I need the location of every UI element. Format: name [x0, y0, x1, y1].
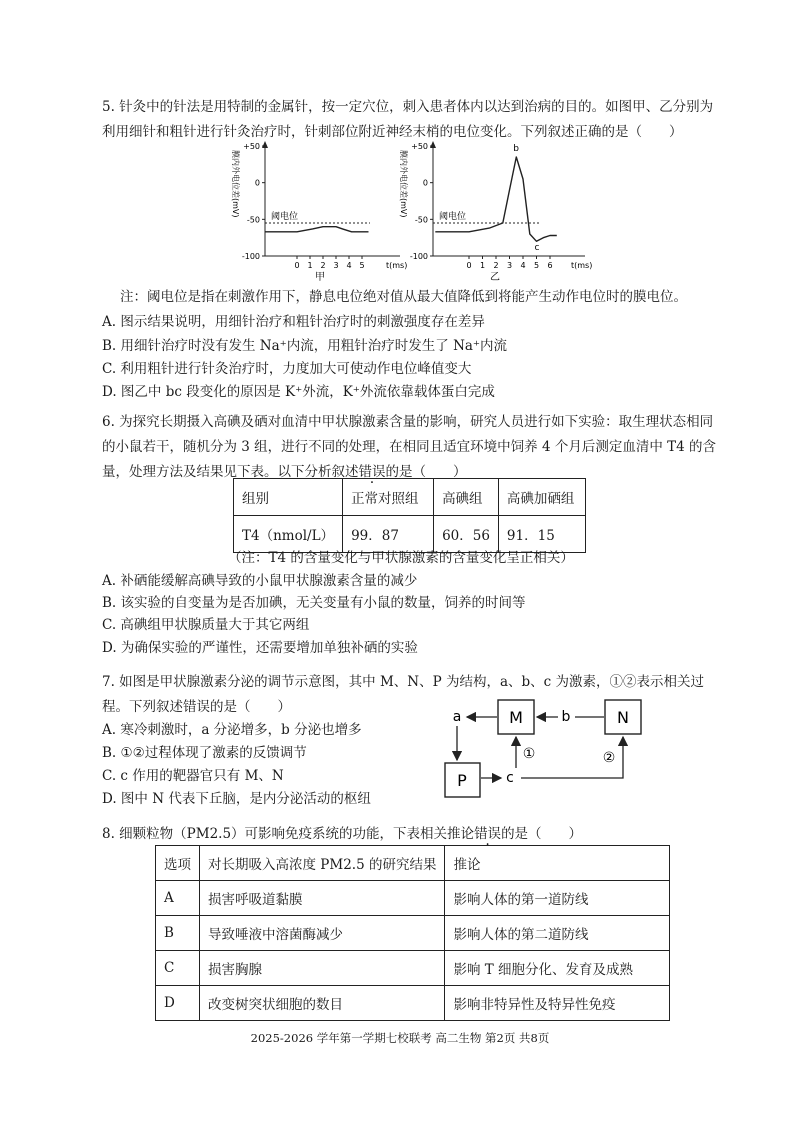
- question-6-option-d: D. 为确保实验的严谨性，还需要增加单独补硒的实验: [102, 640, 418, 656]
- question-6-stem: 6. 为探究长期摄入高碘及硒对血清中甲状腺激素含量的影响，研究人员进行如下实验：取生理状态相同的小鼠若干，随机分为 3 组，进行不同的处理，在相同且适宜环境中饲养 4 个月后测定血清中 T4 的含量，处理方法及结果见下表。以下分析叙述错误的是（ ）: [102, 414, 717, 480]
- question-5-stem: 5. 针灸中的针法是用特制的金属针，按一定穴位，刺入患者体内以达到治病的目的。如图甲、乙分别为利用细针和粗针进行针灸治疗时，针刺部位附近神经末梢的电位变化。下列叙述正确的是（ ）: [102, 99, 714, 140]
- x-axis-label: t(ms): [571, 261, 593, 270]
- table-cell: 选项: [156, 846, 200, 881]
- y-tick-label: -100: [409, 252, 428, 261]
- x-tick-label: 2: [320, 261, 326, 270]
- table-cell: C: [156, 951, 200, 986]
- label-a: a: [452, 709, 462, 725]
- x-tick-label: 5: [533, 261, 540, 270]
- table-cell: 损害呼吸道黏膜: [200, 881, 445, 916]
- table-cell: 改变树突状细胞的数目: [200, 986, 445, 1021]
- y-axis-arrow: [430, 141, 436, 148]
- table-cell: 影响非特异性及特异性免疫: [445, 986, 670, 1021]
- table-row: [234, 479, 586, 516]
- question-7-option-b: B. ①②过程体现了激素的反馈调节: [102, 745, 307, 761]
- question-6-option-a: A. 补硒能缓解高碘导致的小鼠甲状腺激素含量的减少: [102, 573, 418, 589]
- table-row: [156, 986, 670, 1021]
- chart-title: 乙: [490, 272, 500, 283]
- question-6-table: [233, 478, 586, 553]
- label-P: P: [457, 771, 467, 790]
- x-tick-label: 4: [346, 261, 352, 270]
- question-6-option-b: B. 该实验的自变量为是否加碘，无关变量有小鼠的数量，饲养的时间等: [102, 595, 526, 611]
- question-7-option-d: D. 图中 N 代表下丘脑，是内分泌活动的枢纽: [102, 791, 371, 807]
- point-label-c: c: [534, 242, 540, 253]
- label-c: c: [506, 770, 514, 786]
- x-tick-label: 5: [359, 261, 365, 270]
- table-cell: 对长期吸入高浓度 PM2.5 的研究结果: [200, 846, 445, 881]
- question-5-option-a: A. 图示结果说明，用细针治疗和粗针治疗时的刺激强度存在差异: [102, 314, 485, 330]
- question-6-option-c: C. 高碘组甲状腺质量大于其它两组: [102, 617, 310, 633]
- y-tick-label: -50: [246, 215, 260, 225]
- x-tick-label: 1: [307, 261, 313, 270]
- question-7-option-a: A. 寒冷刺激时，a 分泌增多，b 分泌也增多: [102, 722, 362, 738]
- question-8-table: [155, 845, 670, 1021]
- point-label-b: b: [513, 144, 519, 154]
- page-footer: 2025-2026 学年第一学期七校联考 高二生物 第2页 共8页: [250, 1031, 550, 1045]
- question-7-option-c: C. c 作用的靶器官只有 M、N: [102, 768, 284, 784]
- x-tick-label: 0: [294, 261, 300, 270]
- y-axis-label: 膜内外电位差(mV): [399, 150, 408, 218]
- question-5-note: 注：阈电位是指在刺激作用下，静息电位绝对值从最大值降低到将能产生动作电位时的膜电位。: [120, 289, 687, 305]
- table-cell: 91．15: [498, 516, 585, 553]
- table-row: [234, 516, 586, 553]
- question-5-option-b: B. 用细针治疗时没有发生 Na⁺内流，用粗针治疗时发生了 Na⁺内流: [102, 338, 508, 354]
- x-tick-label: 6: [547, 261, 553, 270]
- x-axis-label: t(ms): [386, 261, 408, 270]
- emphasis-wrong: 错误: [358, 464, 386, 480]
- table-cell: 正常对照组: [343, 479, 434, 516]
- thyroid-regulation-diagram: [445, 698, 655, 808]
- y-tick-label: -50: [414, 215, 428, 225]
- x-tick-label: 2: [493, 261, 499, 270]
- table-cell: 60．56: [434, 516, 499, 553]
- question-5-option-c: C. 利用粗针进行针灸治疗时，力度加大可使动作电位峰值变大: [102, 361, 472, 377]
- series-line: [435, 157, 557, 241]
- series-line: [265, 227, 369, 232]
- y-tick-label: 0: [254, 178, 260, 188]
- label-process-1: ①: [522, 746, 536, 762]
- label-b: b: [561, 709, 571, 725]
- label-M: M: [509, 708, 523, 727]
- table-cell: 高碘加硒组: [498, 479, 585, 516]
- table-row: [156, 951, 670, 986]
- question-8-stem: 8. 细颗粒物（PM2.5）可影响免疫系统的功能，下表相关推论错误的是（ ）: [102, 826, 583, 842]
- y-axis-label: 膜内外电位差(mV): [231, 150, 240, 218]
- table-cell: 高碘组: [434, 479, 499, 516]
- table-cell: 推论: [445, 846, 670, 881]
- question-5-option-d: D. 图乙中 bc 段变化的原因是 K⁺外流，K⁺外流依靠载体蛋白完成: [102, 384, 495, 400]
- table-row: [156, 846, 670, 881]
- y-tick-label: +50: [243, 142, 260, 151]
- y-tick-label: -100: [241, 252, 260, 261]
- chart-title: 甲: [315, 272, 325, 283]
- table-cell: T4（nmol/L）: [234, 516, 343, 553]
- chart-yi: [395, 140, 593, 283]
- table-cell: 影响人体的第一道防线: [445, 881, 670, 916]
- x-tick-label: 3: [333, 261, 339, 270]
- table-row: [156, 881, 670, 916]
- table-cell: 损害胸腺: [200, 951, 445, 986]
- table-cell: D: [156, 986, 200, 1021]
- question-7-stem: 7. 如图是甲状腺激素分泌的调节示意图，其中 M、N、P 为结构，a、b、c 为激素，①②表示相关过程。下列叙述错误的是（ ）: [102, 674, 705, 715]
- x-tick-label: 4: [520, 261, 526, 270]
- table-cell: 99．87: [343, 516, 434, 553]
- label-N: N: [617, 708, 629, 727]
- label-process-2: ②: [602, 750, 616, 766]
- threshold-label: 阈电位: [439, 212, 467, 222]
- table-cell: 导致唾液中溶菌酶减少: [200, 916, 445, 951]
- table-cell: 影响 T 细胞分化、发育及成熟: [445, 951, 670, 986]
- table-row: [156, 916, 670, 951]
- table-cell: B: [156, 916, 200, 951]
- y-tick-label: +50: [411, 142, 428, 151]
- y-tick-label: 0: [422, 178, 428, 188]
- x-tick-label: 0: [466, 261, 472, 270]
- question-6-note: （注：T4 的含量变化与甲状腺激素的含量变化呈正相关）: [228, 550, 574, 566]
- table-cell: 影响人体的第二道防线: [445, 916, 670, 951]
- x-tick-label: 3: [506, 261, 513, 270]
- emphasis-wrong: 错误: [474, 826, 502, 842]
- table-cell: 组别: [234, 479, 343, 516]
- x-tick-label: 1: [479, 261, 486, 270]
- chart-jia: [225, 140, 408, 283]
- table-cell: A: [156, 881, 200, 916]
- threshold-label: 阈电位: [271, 212, 299, 222]
- y-axis-arrow: [262, 141, 268, 148]
